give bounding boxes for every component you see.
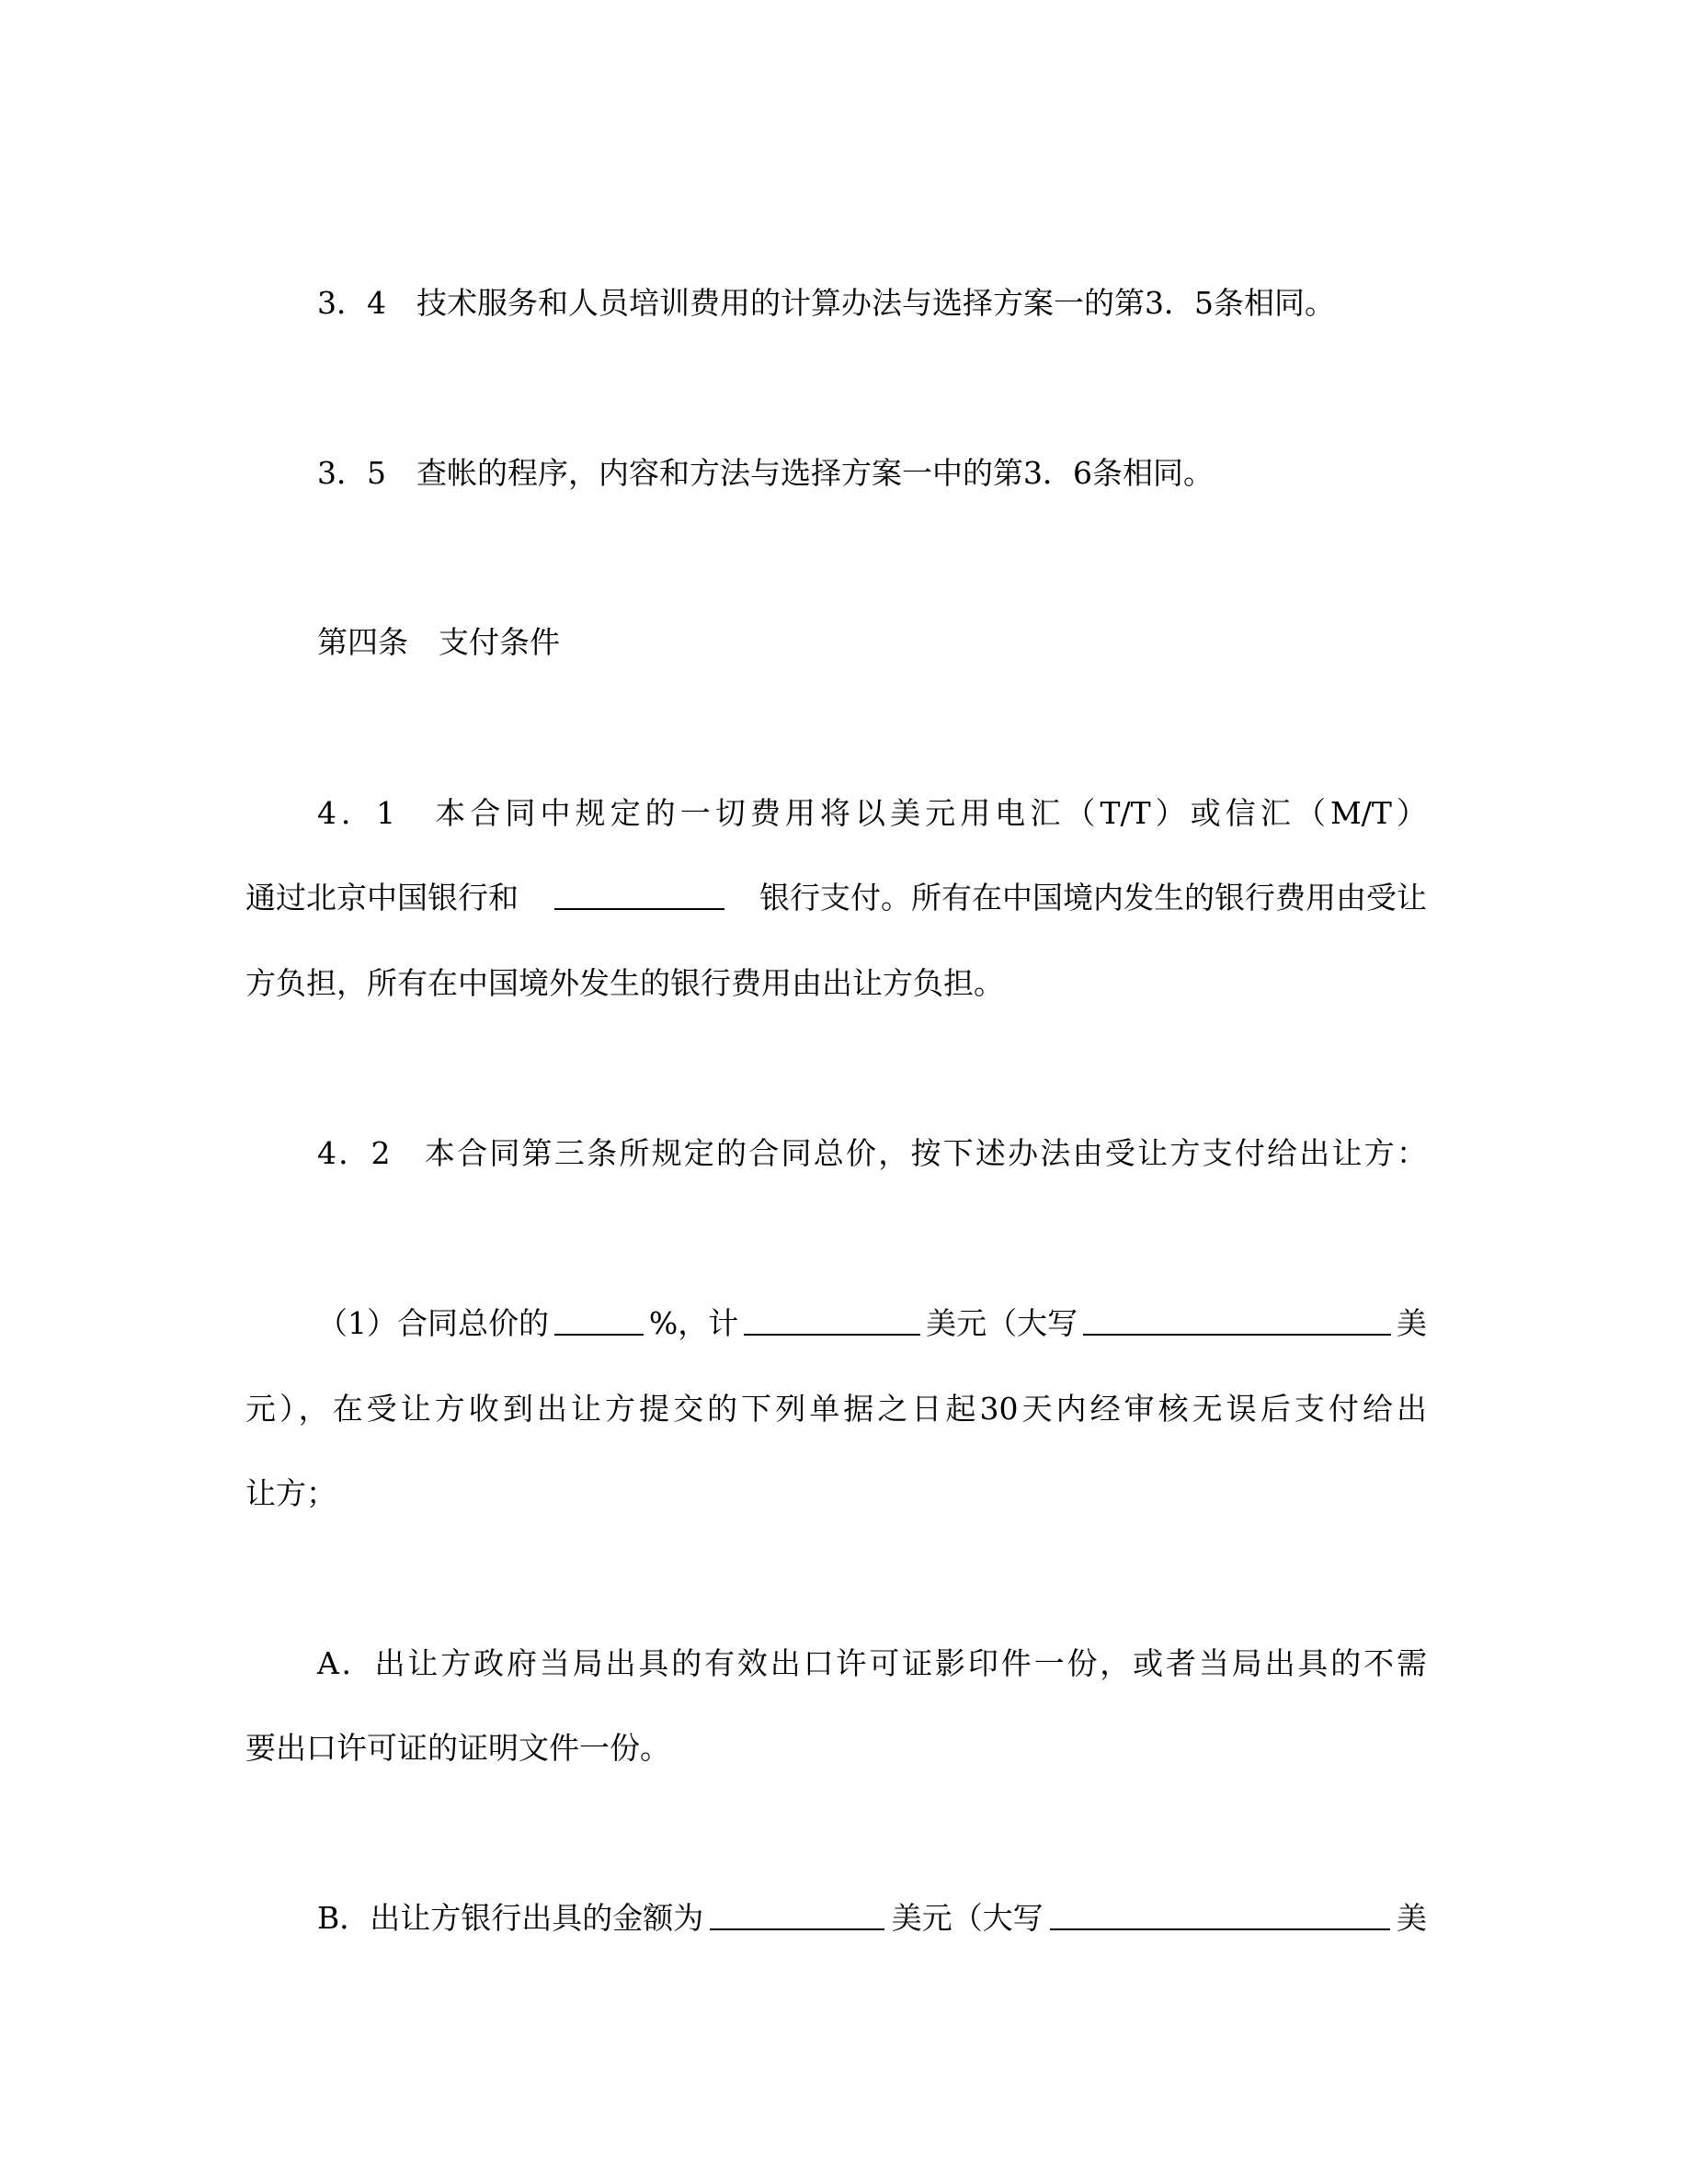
clause-4-1-line-1: 4．1 本合同中规定的一切费用将以美元用电汇（T/T）或信汇（M/T） [317,795,1427,831]
item-b-line-1 [317,1897,1427,1939]
text-segment: （1）合同总价的 [317,1305,549,1341]
item-1-line-1 [317,1302,1427,1345]
text-segment: 美元（大写 [891,1900,1044,1936]
article-4-heading: 第四条 支付条件 [317,624,560,660]
text-segment: 美元（大写 [926,1305,1078,1341]
percent-blank[interactable] [554,1302,644,1336]
item-1-line-3: 让方； [245,1475,336,1511]
bank-amount-blank[interactable] [710,1897,884,1930]
text-segment: 美 [1396,1305,1427,1341]
text-segment: 美 [1396,1900,1427,1936]
text-segment: 通过北京中国银行和 [245,880,519,916]
text-segment: B．出让方银行出具的金额为 [317,1900,704,1936]
item-a-line-1: A．出让方政府当局出具的有效出口许可证影印件一份，或者当局出具的不需 [317,1645,1427,1681]
clause-4-2: 4．2 本合同第三条所规定的合同总价，按下述办法由受让方支付给出让方： [317,1135,1427,1171]
amount-in-words-blank[interactable] [1083,1302,1391,1336]
bank-amount-in-words-blank[interactable] [1050,1897,1390,1930]
amount-blank[interactable] [744,1302,920,1336]
clause-3-4: 3．4 技术服务和人员培训费用的计算办法与选择方案一的第3．5条相同。 [317,285,1335,321]
text-segment: %，计 [648,1305,739,1341]
item-a-line-2: 要出口许可证的证明文件一份。 [245,1730,670,1766]
item-1-line-2: 元），在受让方收到出让方提交的下列单据之日起30天内经审核无误后支付给出 [245,1391,1427,1427]
clause-4-1-line-3: 方负担，所有在中国境外发生的银行费用由出让方负担。 [245,965,1004,1001]
bank-name-blank[interactable] [554,877,724,910]
clause-4-1-line-2 [245,877,1427,919]
clause-3-5: 3．5 查帐的程序，内容和方法与选择方案一中的第3．6条相同。 [317,455,1214,491]
text-segment: 银行支付。所有在中国境内发生的银行费用由受让 [759,880,1427,916]
